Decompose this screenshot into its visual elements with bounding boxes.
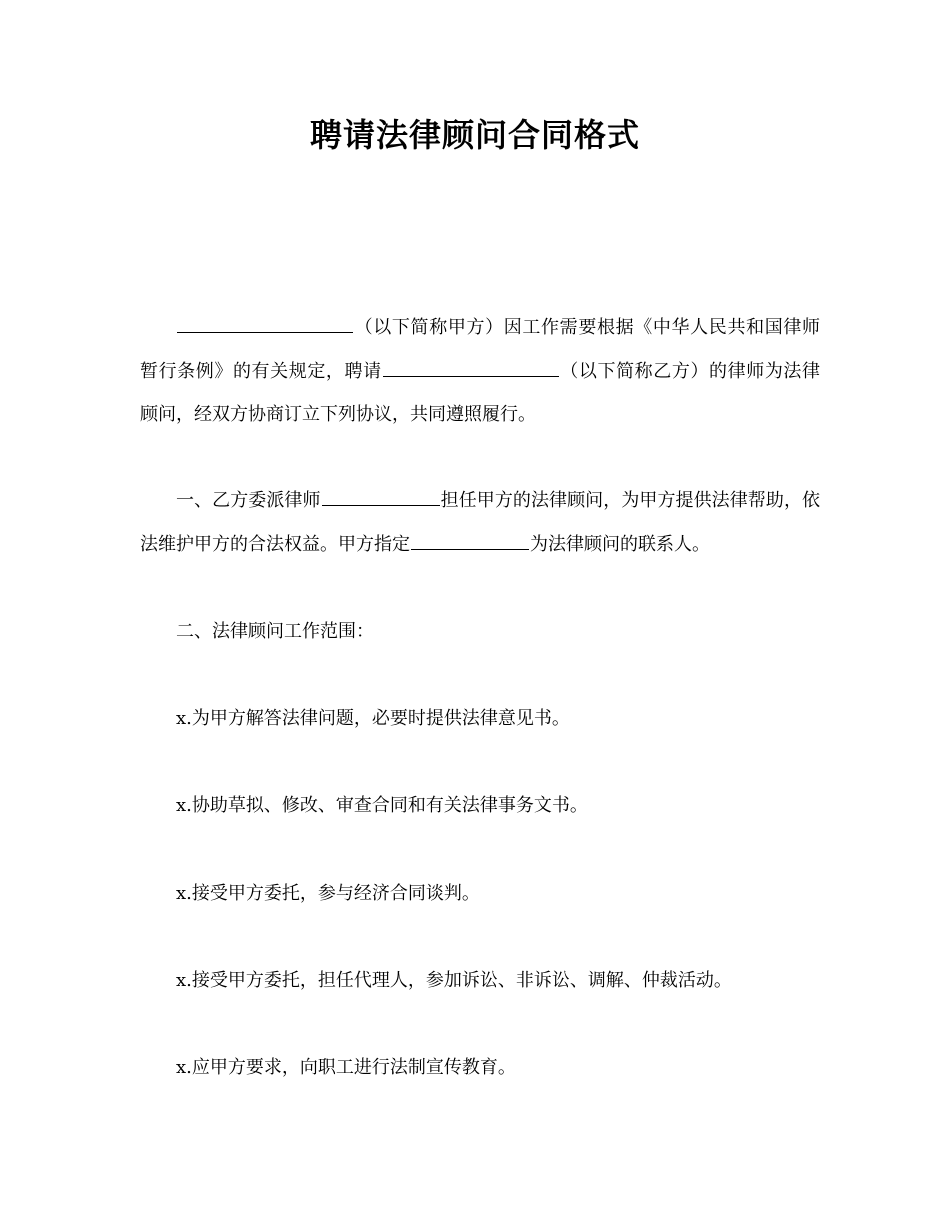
intro-text-1: （以下简称甲方）因工作需要根据《中华人民共和国律师暂行条例》的有关规定，聘请 <box>140 317 820 382</box>
scope-item: x.为甲方解答法律问题，必要时提供法律意见书。 <box>176 708 570 729</box>
clause-2-heading: 二、法律顾问工作范围： <box>176 621 374 642</box>
lawyer-name-blank <box>322 486 440 506</box>
scope-item: x.协助草拟、修改、审查合同和有关法律事务文书。 <box>176 795 588 816</box>
clause-1-text-2: 担任甲方的法律顾问，为甲方提供法律帮助，依法维护甲方的合法权益。甲方指定 <box>140 490 821 555</box>
clause-1-text-1: 一、乙方委派律师 <box>176 490 321 511</box>
scope-item: x.应甲方要求，向职工进行法制宣传教育。 <box>176 1057 516 1078</box>
clause-1-text-3: 为法律顾问的联系人。 <box>530 533 710 555</box>
scope-item: x.接受甲方委托，担任代理人，参加诉讼、非诉讼、调解、仲裁活动。 <box>176 970 732 991</box>
clause-1-paragraph <box>140 479 820 566</box>
intro-text-2: （以下简称乙方）的律师为法律顾问，经双方协商订立下列协议，共同遵照履行。 <box>140 360 820 425</box>
party-a-blank <box>177 313 353 333</box>
contact-person-blank <box>411 530 529 550</box>
document-title: 聘请法律顾问合同格式 <box>309 116 640 154</box>
scope-item: x.接受甲方委托，参与经济合同谈判。 <box>176 883 480 904</box>
intro-paragraph <box>140 306 820 437</box>
party-b-blank <box>383 357 559 377</box>
